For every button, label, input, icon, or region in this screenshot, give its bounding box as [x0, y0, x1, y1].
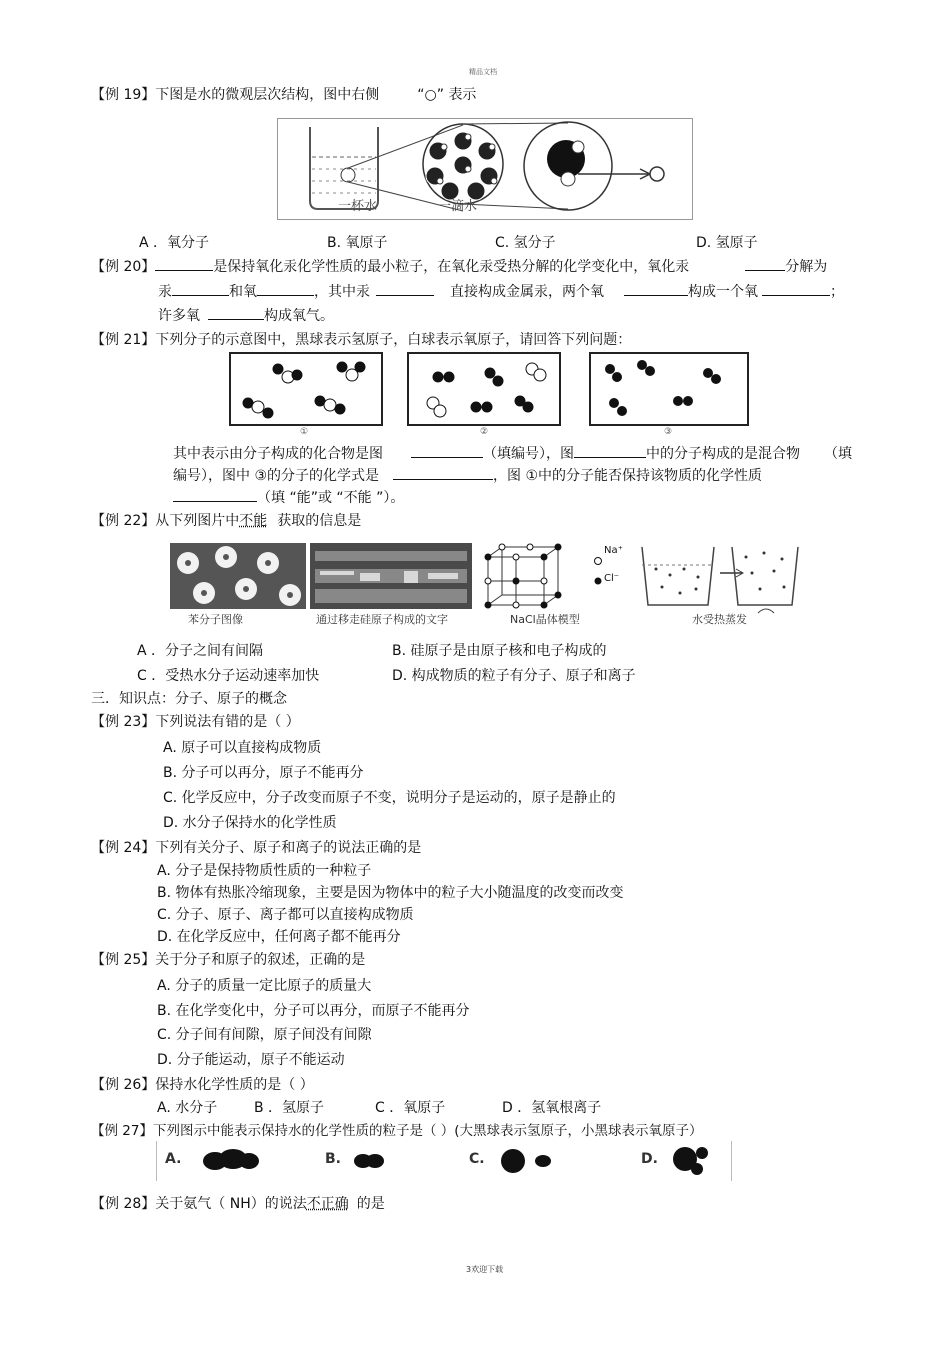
question-tag: 【例 20】 [91, 259, 156, 275]
option-c: C ．受热水分子运动速率加快 [137, 668, 320, 684]
question-21-line3: （填 “能”或 “不能 ”）。 [173, 487, 404, 507]
question-20-line1: 【例 20】 是保持氧化汞化学性质的最小粒子，在氧化汞受热分解的化学变化中，氧化汞 分解为 [91, 259, 828, 275]
question-tag: 【例 19】 [91, 87, 156, 103]
question-27-stem: 【例 27】下列图示中能表示保持水的化学性质的粒子是（ ）(大黑球表示氢原子，小黑球表示氧原子） [91, 1123, 703, 1139]
question-tag: 【例 26】 [91, 1077, 156, 1093]
option-b: B ．氢原子 [254, 1100, 325, 1116]
blank[interactable] [208, 306, 264, 320]
blank[interactable] [745, 257, 785, 271]
option-c: C. 氢分子 [495, 235, 556, 251]
question-text: 下列分子的示意图中，黑球表示氢原子，白球表示氧原子，请回答下列问题： [155, 332, 632, 348]
figure-label: ① [300, 427, 309, 437]
option-d: D. 分子能运动，原子不能运动 [157, 1052, 345, 1068]
option-a: A. 原子可以直接构成物质 [163, 740, 322, 756]
blank[interactable] [173, 488, 257, 502]
question-22-stem: 【例 22】从下列图片中不能 获取的信息是 [91, 513, 362, 529]
emphasis-text: 不能 [239, 513, 268, 529]
option-b: B. 分子可以再分，原子不能再分 [163, 765, 364, 781]
blank[interactable] [393, 466, 493, 480]
option-d: D ．氢氧根离子 [502, 1100, 602, 1116]
question-tag: 【例 23】 [91, 714, 156, 730]
figure-label: 苯分子图像 [188, 613, 243, 626]
question-21-line2: 编号），图中 ③的分子的化学式是 ，图 ①中的分子能否保持该物质的化学性质 [173, 468, 763, 484]
blank[interactable] [155, 257, 213, 271]
question-23-stem: 【例 23】下列说法有错的是（ ） [91, 714, 300, 730]
question-21-stem [91, 329, 631, 349]
option-a: A. 水分子 [157, 1100, 218, 1116]
option-a: A. 分子的质量一定比原子的质量大 [157, 978, 372, 994]
question-tag: 【例 21】 [91, 332, 156, 348]
blank[interactable] [257, 282, 314, 296]
figure-label: 一滴水 [438, 199, 478, 214]
option-b-label: B. [325, 1151, 341, 1167]
blank[interactable] [172, 282, 229, 296]
option-c: C. 分子间有间隙，原子间没有间隙 [157, 1027, 372, 1043]
question-28-stem: 【例 28】关于氨气（ NH）的说法不正确 的是 [91, 1196, 385, 1212]
figure-label: ② [480, 427, 489, 437]
molecule-figures [218, 349, 752, 441]
ion-label-na: Na⁺ [604, 545, 623, 556]
question-24-stem: 【例 24】下列有关分子、原子和离子的说法正确的是 [91, 840, 422, 856]
figure-label: ③ [664, 427, 673, 437]
question-21-line1: 其中表示由分子构成的化合物是图 （填编号），图 中的分子构成的是混合物 （填 [173, 446, 852, 462]
question-26-stem: 【例 26】保持水化学性质的是（ ） [91, 1077, 314, 1093]
option-c: C. 化学反应中，分子改变而原子不变，说明分子是运动的，原子是静止的 [163, 790, 616, 806]
page-header: 精品文档 [469, 68, 497, 76]
option-a-label: A. [165, 1151, 182, 1167]
emphasis-text: 不正确 [306, 1196, 349, 1212]
figure-label: 水受热蒸发 [692, 613, 747, 626]
question-20-line2: 汞 和氧 ，其中汞 直接构成金属汞，两个氧 构成一个氧 ； [158, 284, 844, 300]
blank[interactable] [762, 282, 830, 296]
question-20-line3: 许多氧 构成氧气。 [158, 308, 334, 324]
option-d-label: D. [641, 1151, 658, 1167]
blank[interactable] [624, 282, 688, 296]
question-tag: 【例 25】 [91, 952, 156, 968]
option-b: B. 物体有热胀冷缩现象，主要是因为物体中的粒子大小随温度的改变而改变 [157, 885, 624, 901]
option-b: B. 硅原子是由原子核和电子构成的 [392, 643, 607, 659]
question-tag: 【例 22】 [91, 513, 156, 529]
blank[interactable] [376, 282, 434, 296]
option-d: D. 氢原子 [696, 235, 758, 251]
info-figures [170, 543, 800, 629]
question-25-stem: 【例 25】关于分子和原子的叙述，正确的是 [91, 952, 366, 968]
question-tag: 【例 28】 [91, 1196, 156, 1212]
option-a: A. 分子是保持物质性质的一种粒子 [157, 863, 372, 879]
question-text: “○” 表示 [417, 87, 477, 103]
particle-options-figure [156, 1141, 732, 1181]
question-text: 下图是水的微观层次结构，图中右侧 [155, 87, 380, 103]
option-b: B. 氧原子 [327, 235, 388, 251]
figure-label: NaCl晶体模型 [510, 613, 580, 626]
question-tag: 【例 27】 [91, 1123, 153, 1139]
question-19-stem [91, 84, 476, 104]
option-d: D. 在化学反应中，任何离子都不能再分 [157, 929, 401, 945]
question-tag: 【例 24】 [91, 840, 156, 856]
blank[interactable] [574, 444, 646, 458]
ion-label-cl: Cl⁻ [604, 573, 620, 584]
option-a: A ．分子之间有间隔 [137, 643, 264, 659]
option-c: C. 分子、原子、离子都可以直接构成物质 [157, 907, 414, 923]
option-d: D. 水分子保持水的化学性质 [163, 815, 337, 831]
option-b: B. 在化学变化中，分子可以再分，而原子不能再分 [157, 1003, 470, 1019]
option-a: A ．氧分子 [139, 235, 210, 251]
blank[interactable] [411, 444, 483, 458]
figure-label: 一杯水 [338, 199, 378, 214]
water-structure-figure [277, 118, 693, 220]
page-footer: 3欢迎下载 [466, 1265, 504, 1274]
figure-label: 通过移走硅原子构成的文字 [316, 613, 448, 626]
option-c: C ．氧原子 [375, 1100, 446, 1116]
section-heading: 三．知识点：分子、原子的概念 [91, 691, 287, 707]
option-c-label: C. [469, 1151, 485, 1167]
option-d: D. 构成物质的粒子有分子、原子和离子 [392, 668, 636, 684]
